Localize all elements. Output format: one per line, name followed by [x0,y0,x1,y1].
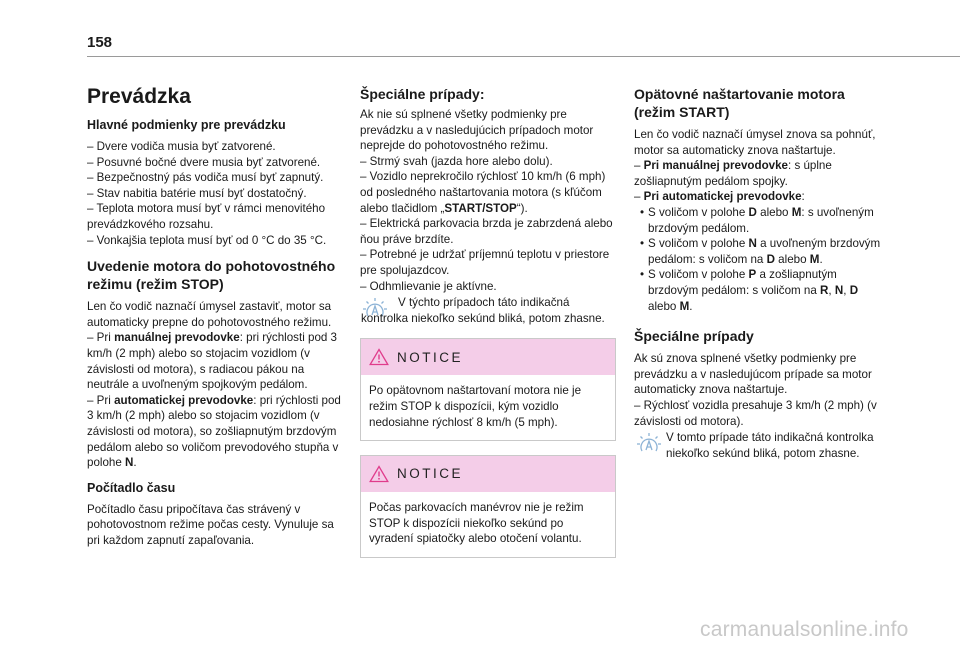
time-counter-text: Počítadlo času pripočítava čas strávený v pohotovostnom režime počas cesty. Vynuluje sa pri každom zapnutí zapaľovania. [87,502,334,547]
stop-start-indicator-icon [634,430,664,458]
heading-stop-mode: Uvedenie motora do pohotovostného režimu (režim STOP) [87,258,336,293]
watermark: carmanualsonline.info [700,618,909,641]
start-manual: – Pri manuálnej prevodovke: s úplne zošliapnutým pedálom spojky. [634,159,832,188]
notice-box-1 [360,338,616,441]
indicator-text: V tomto prípade táto indikačná kontrolka niekoľko sekúnd bliká, potom zhasne. [666,431,874,460]
stop-automatic: – Pri automatickej prevodovke: pri rýchlosti pod 3 km/h (2 mph) alebo so stojacim vozidlom (v závislosti od motora), so zošliapnutým brzdovým pedálom alebo so voličom prevodového stupňa v polohe N. [87,393,341,470]
list-item: – Vonkajšia teplota musí byť od 0 °C do 35 °C. [87,233,327,247]
list-item: – Odhmlievanie je aktívne. [360,279,497,293]
main-conditions-list [87,139,341,248]
special-intro-start: Ak sú znova splnené všetky podmienky pre prevádzku a v nasledujúcom prípade sa motor automaticky znova naštartuje. [634,352,872,397]
column-left [87,85,341,548]
heading-start-mode: Opätovné naštartovanie motora (režim START) [634,86,845,120]
list-item: – Elektrická parkovacia brzda je zabrzdená alebo ňou práve brzdíte. [360,217,613,246]
list-item: – Posuvné bočné dvere musia byť zatvorené. [87,155,321,169]
heading-main-conditions: Hlavné podmienky pre prevádzku [87,118,286,132]
heading-time-counter: Počítadlo času [87,480,176,495]
notice-title: NOTICE [397,466,464,482]
notice-body: Po opätovnom naštartovaní motora nie je režim STOP k dispozícii, kým vozidlo nedosiahne rýchlosť 8 km/h (5 mph). [369,384,582,429]
start-automatic: – Pri automatickej prevodovke: [634,190,805,204]
column-middle [360,85,616,558]
heading-special-cases-start: Špeciálne prípady [634,328,754,345]
warning-triangle-icon [369,465,389,483]
bullet-item: • S voličom v polohe P a zošliapnutým brzdovým pedálom: s voličom na R, N, D alebo M. [634,267,888,314]
indicator-text: V týchto prípadoch táto indikačná kontrolka niekoľko sekúnd bliká, potom zhasne. [361,296,605,325]
page-title: Prevádzka [87,85,191,108]
bullet-item: • S voličom v polohe D alebo M: s uvoľneným brzdovým pedálom. [634,205,888,236]
bullet-item: • S voličom v polohe N a uvoľneným brzdovým pedálom: s voličom na D alebo M. [634,236,888,267]
stop-intro: Len čo vodič naznačí úmysel zastaviť, motor sa automaticky prepne do pohotovostného režimu. [87,300,332,329]
indicator-note [360,295,616,326]
header-rule [87,56,960,57]
page-number: 158 [87,34,113,51]
notice-box-2 [360,455,616,558]
list-item: – Potrebné je udržať príjemnú teplotu v priestore pre spolujazdcov. [360,248,610,277]
notice-body: Počas parkovacích manévrov nie je režim STOP k dispozícii niekoľko sekúnd po vyradení spiatočky alebo otočení volantu. [369,501,584,546]
notice-header [361,456,615,492]
list-item: – Strmý svah (jazda hore alebo dolu). [360,154,553,168]
list-item: – Stav nabitia batérie musí byť dostatočný. [87,186,307,200]
list-item: – Dvere vodiča musia byť zatvorené. [87,140,276,153]
start-intro: Len čo vodič naznačí úmysel znova sa pohnúť, motor sa automaticky znova naštartuje. [634,128,876,157]
stop-manual: – Pri manuálnej prevodovke: pri rýchlosti pod 3 km/h (2 mph) alebo so stojacim vozidlom (v závislosti od motora), s radiacou pákou na neutrále a uvoľneným spojkovým pedálom. [87,331,338,392]
list-item: – Vozidlo neprekročilo rýchlosť 10 km/h (6 mph) od posledného naštartovania motora (s kľúčom alebo tlačidlom „START/STOP“). [360,170,606,215]
notice-title: NOTICE [397,349,464,365]
warning-triangle-icon [369,348,389,366]
indicator-note [634,430,888,461]
special-intro: Ak nie sú splnené všetky podmienky pre prevádzku a v nasledujúcich prípadoch motor neprejde do pohotovostného režimu. [360,108,594,153]
list-item: – Teplota motora musí byť v rámci menovitého prevádzkového rozsahu. [87,202,326,231]
notice-header [361,339,615,375]
list-item: – Rýchlosť vozidla presahuje 3 km/h (2 mph) (v závislosti od motora). [634,398,877,428]
list-item: – Bezpečnostný pás vodiča musí byť zapnutý. [87,171,324,185]
column-right [634,85,888,461]
heading-special-cases: Špeciálne prípady: [360,86,485,102]
